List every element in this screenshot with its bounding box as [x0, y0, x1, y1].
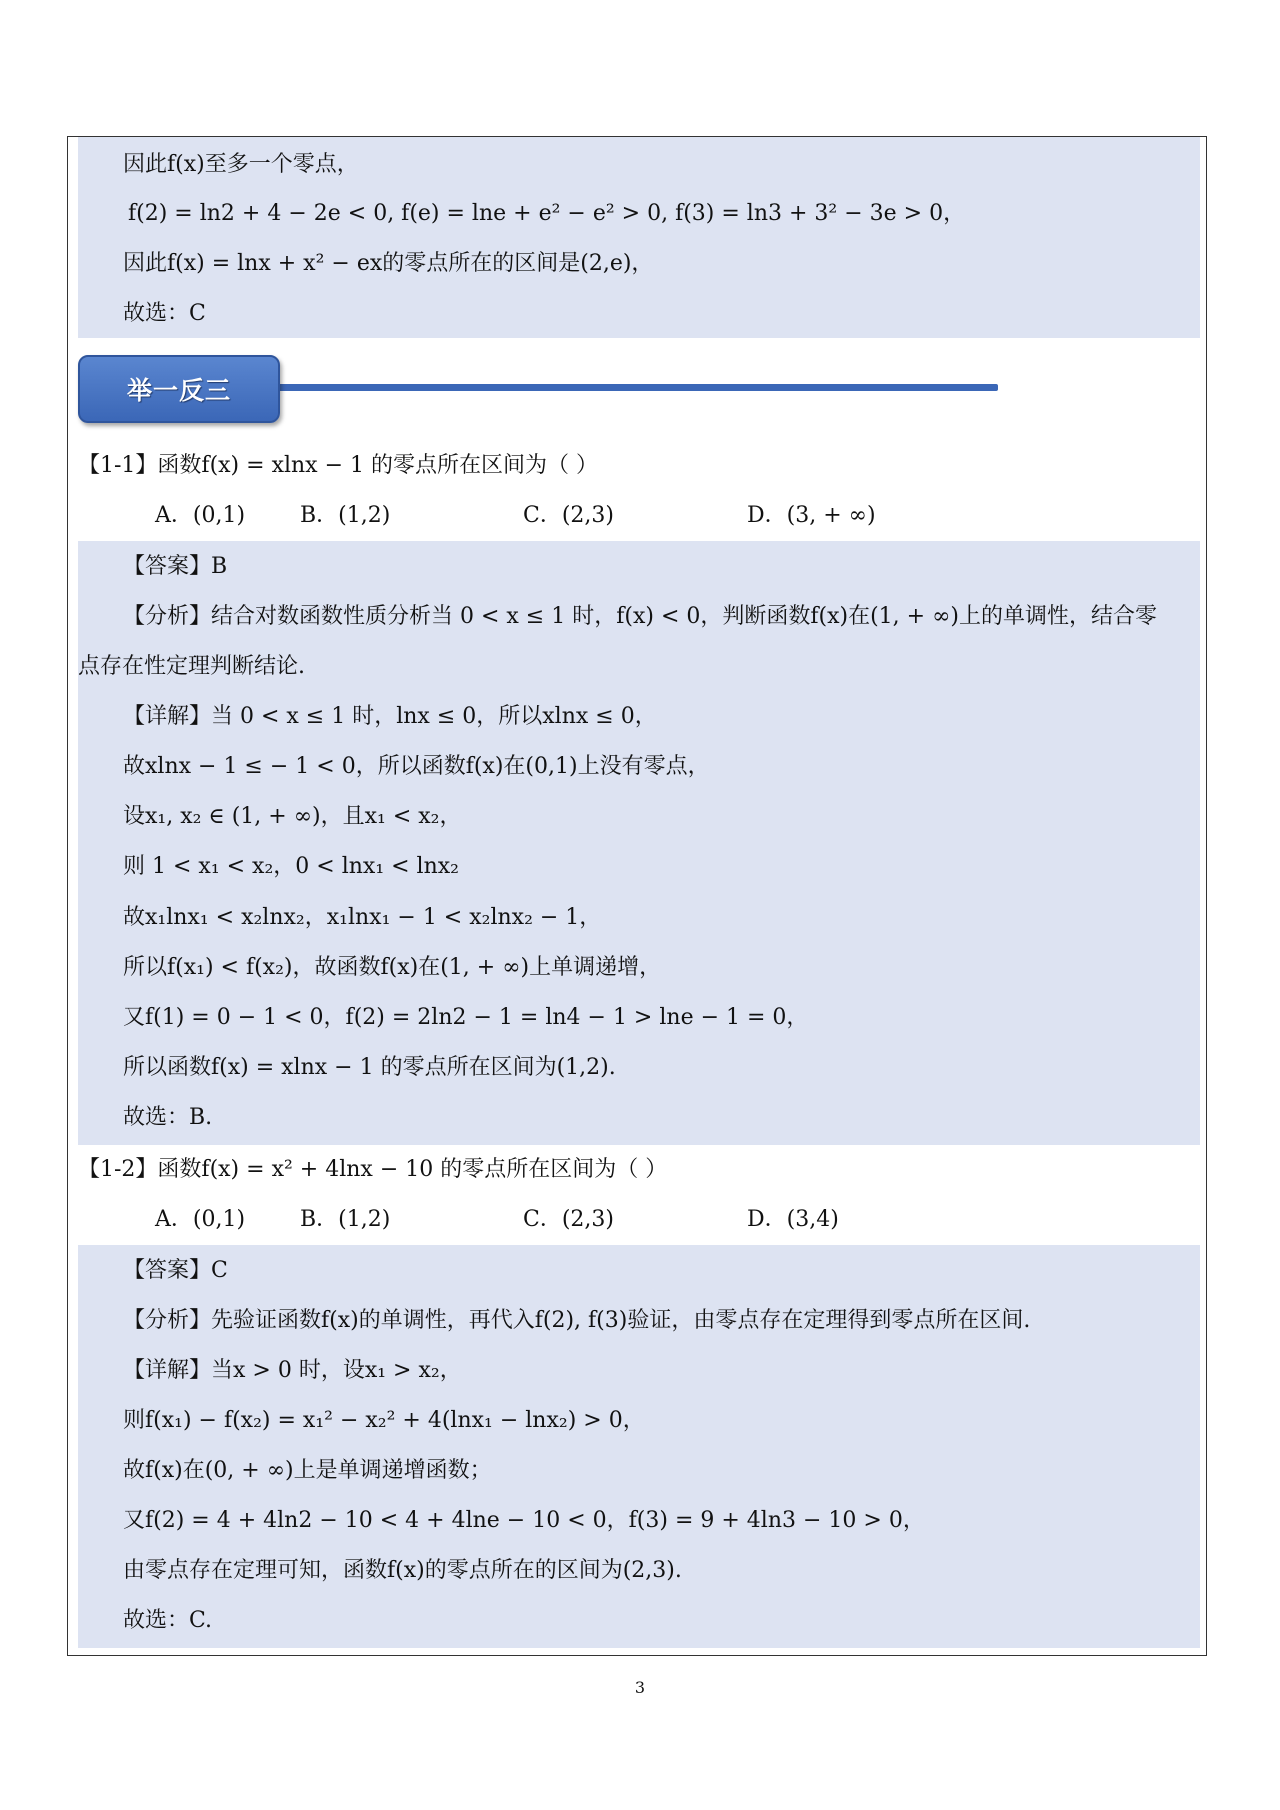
- q2-detail-line-4: 又f(2) = 4 + 4ln2 − 10 < 4 + 4lne − 10 < 0，f(3) = 9 + 4ln3 − 10 > 0，: [123, 1508, 925, 1533]
- q2-stem: 【1-2】函数f(x) = x² + 4lnx − 10 的零点所在区间为（ ）: [78, 1157, 668, 1182]
- q1-answer: 【答案】B: [123, 554, 228, 579]
- q1-detail-line-7: 又f(1) = 0 − 1 < 0，f(2) = 2ln2 − 1 = ln4 − 1 > lne − 1 = 0，: [123, 1005, 809, 1030]
- q1-option-b: B．(1,2): [300, 503, 391, 528]
- section-heading-label: 举一反三: [78, 355, 280, 423]
- q1-detail-line-1: 【详解】当 0 < x ≤ 1 时，lnx ≤ 0，所以xlnx ≤ 0，: [123, 704, 657, 729]
- q1-detail-line-9: 故选：B.: [123, 1105, 213, 1130]
- q1-option-d: D．(3, + ∞): [747, 503, 876, 528]
- q1-option-a: A．(0,1): [155, 503, 246, 528]
- section-heading-rule: [278, 384, 998, 391]
- q2-detail-line-3: 故f(x)在(0, + ∞)上是单调递增函数；: [123, 1458, 492, 1483]
- top-solution-line-4: 故选：C: [123, 301, 206, 326]
- q2-detail-line-6: 故选：C.: [123, 1608, 213, 1633]
- q2-answer: 【答案】C: [123, 1258, 228, 1283]
- q1-analysis-line-2: 点存在性定理判断结论.: [78, 654, 305, 679]
- q2-detail-line-1: 【详解】当x > 0 时，设x₁ > x₂，: [123, 1358, 462, 1383]
- q2-option-b: B．(1,2): [300, 1207, 391, 1232]
- q2-detail-line-2: 则f(x₁) − f(x₂) = x₁² − x₂² + 4(lnx₁ − lnx₂) > 0，: [123, 1408, 645, 1433]
- page-number: 3: [634, 1678, 646, 1697]
- section-heading: [78, 355, 998, 425]
- top-solution-line-1: 因此f(x)至多一个零点，: [123, 152, 359, 177]
- top-solution-line-2: f(2) = ln2 + 4 − 2e < 0, f(e) = lne + e² − e² > 0, f(3) = ln3 + 3² − 3e > 0，: [128, 201, 966, 226]
- q1-detail-line-3: 设x₁, x₂ ∈ (1, + ∞)，且x₁ < x₂，: [123, 804, 462, 829]
- q2-option-d: D．(3,4): [747, 1207, 839, 1232]
- q2-analysis: 【分析】先验证函数f(x)的单调性，再代入f(2), f(3)验证，由零点存在定理得到零点所在区间.: [123, 1308, 1031, 1333]
- q2-option-a: A．(0,1): [155, 1207, 246, 1232]
- top-solution-line-3: 因此f(x) = lnx + x² − ex的零点所在的区间是(2,e)，: [123, 251, 654, 276]
- q2-option-c: C．(2,3): [523, 1207, 614, 1232]
- q1-detail-line-5: 故x₁lnx₁ < x₂lnx₂，x₁lnx₁ − 1 < x₂lnx₂ − 1，: [123, 905, 602, 930]
- q1-detail-line-2: 故xlnx − 1 ≤ − 1 < 0，所以函数f(x)在(0,1)上没有零点，: [123, 754, 710, 779]
- q1-detail-line-4: 则 1 < x₁ < x₂，0 < lnx₁ < lnx₂: [123, 854, 459, 879]
- q1-analysis-line-1: 【分析】结合对数函数性质分析当 0 < x ≤ 1 时，f(x) < 0，判断函数f(x)在(1, + ∞)上的单调性，结合零: [123, 604, 1157, 629]
- q1-stem: 【1-1】函数f(x) = xlnx − 1 的零点所在区间为（ ）: [78, 453, 598, 478]
- q1-detail-line-6: 所以f(x₁) < f(x₂)，故函数f(x)在(1, + ∞)上单调递增，: [123, 955, 662, 980]
- q1-detail-line-8: 所以函数f(x) = xlnx − 1 的零点所在区间为(1,2).: [123, 1055, 616, 1080]
- q2-detail-line-5: 由零点存在定理可知，函数f(x)的零点所在的区间为(2,3).: [123, 1558, 682, 1583]
- q1-option-c: C．(2,3): [523, 503, 614, 528]
